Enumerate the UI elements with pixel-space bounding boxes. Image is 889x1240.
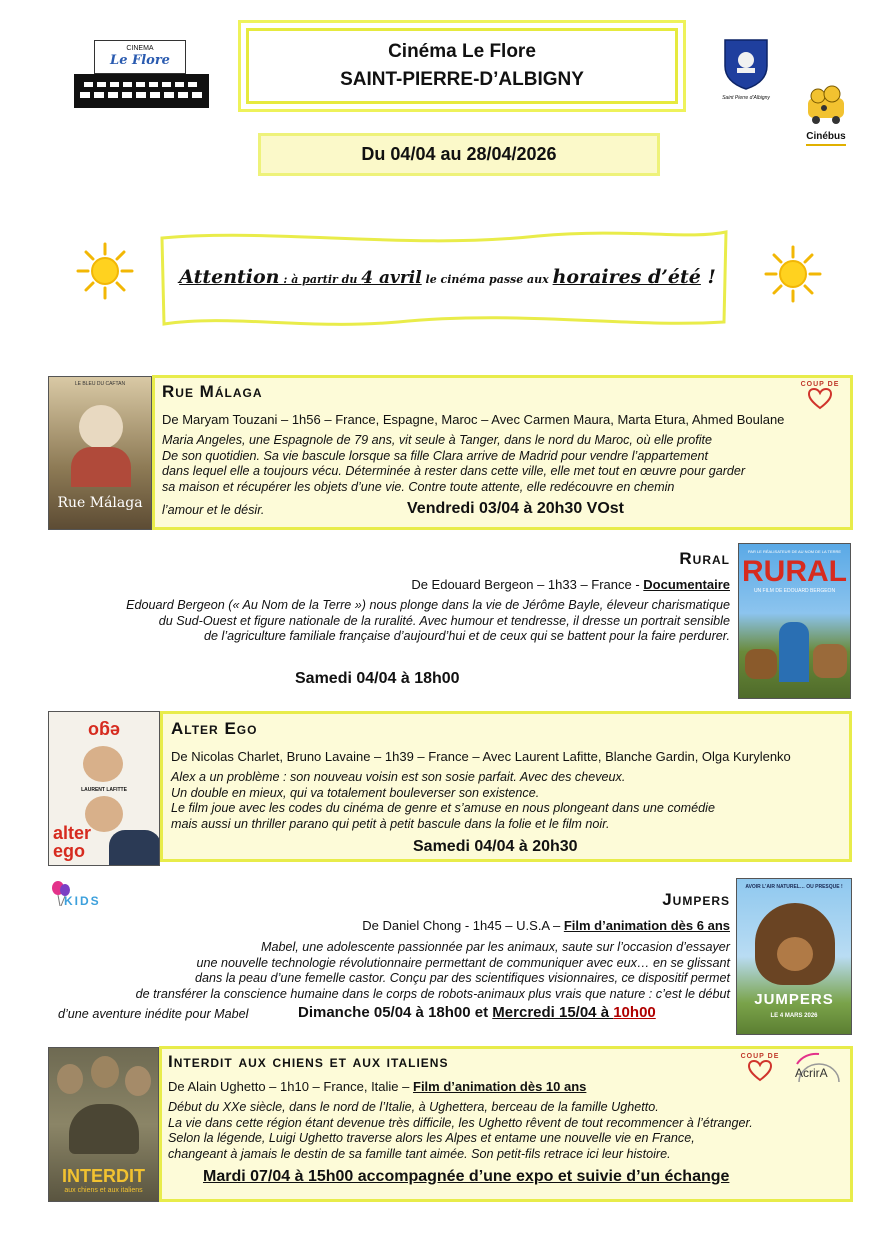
attention-word: Attention — [179, 266, 280, 288]
summer-hours: horaires d’été — [552, 266, 701, 288]
cinema-seats-icon — [74, 74, 209, 108]
poster-title: Rue Málaga — [57, 495, 143, 511]
poster-rue-malaga: LE BLEU DU CAFTAN Rue Málaga — [48, 376, 152, 530]
coup-de-coeur-badge: COUP DE — [796, 381, 844, 415]
sun-icon — [74, 240, 136, 302]
film-reel-icon — [804, 84, 848, 126]
showtime: Samedi 04/04 à 18h00 — [295, 670, 460, 687]
film-synopsis-end: l’amour et le désir. — [162, 503, 265, 517]
film-credits: De Alain Ughetto – 1h10 – France, Italie – Film d’animation dès 10 ans — [168, 1079, 587, 1094]
poster-interdit: INTERDIT aux chiens et aux italiens — [48, 1047, 159, 1202]
film-credits: De Maryam Touzani – 1h56 – France, Espagne, Maroc – Avec Carmen Maura, Marta Etura, Ahmed Boulane — [162, 412, 785, 427]
film-title: Rural — [679, 549, 730, 568]
film-synopsis: Edouard Bergeon (« Au Nom de la Terre ») nous plonge dans la vie de Jérôme Bayle, éleveur charismatique du Sud-Ouest et figure nationale de la ruralité. Avec humour et tendresse, il dresse un portrait sensible de l’agriculture familiale française d’aujourd’hui et de ceux qui se battent pour la faire perdurer. — [126, 598, 730, 644]
page-title — [246, 28, 678, 104]
banner-date: 4 avril — [361, 268, 422, 288]
film-genre: Documentaire — [643, 577, 730, 592]
showtime: Vendredi 03/04 à 20h30 VOst — [407, 500, 625, 517]
film-synopsis: Maria Angeles, une Espagnole de 79 ans, vit seule à Tanger, dans le nord du Maroc, où elle profite De son quotidien. Sa vie bascule lorsque sa fille Clara arrive de Madrid pour vendre l’appartement dans lequel elle a toujours vécu. Déterminée à rester dans cette ville, elle met tout en œuvre pour garder sa maison et récupérer les objets d’une vie. Contre toute attente, elle redécouvre en chemin — [162, 433, 746, 494]
title-line-1: Cinéma Le Flore — [388, 41, 536, 62]
poster-title: INTERDIT — [62, 1166, 145, 1186]
date-range: Du 04/04 au 28/04/2026 — [361, 144, 557, 164]
sun-icon — [762, 243, 824, 305]
poster-title: RURAL — [742, 555, 847, 588]
film-genre: Film d’animation dès 6 ans — [563, 918, 730, 933]
film-credits: De Nicolas Charlet, Bruno Lavaine – 1h39 – France – Avec Laurent Lafitte, Blanche Gardin, Olga Kurylenko — [171, 749, 791, 764]
poster-rural: PAR LE RÉALISATEUR DE AU NOM DE LA TERRE RURAL UN FILM DE EDOUARD BERGEON — [738, 543, 851, 699]
logo-small-text: CINEMA — [126, 45, 154, 52]
summer-hours-notice: Attention : à partir du 4 avril le cinéma passe aux horaires d’été ! — [179, 266, 716, 288]
cinema-logo — [74, 40, 209, 108]
film-synopsis: Mabel, une adolescente passionnée par les animaux, saute sur l’occasion d’essayer une nouvelle technologie révolutionnaire permettant de communiquer avec eux… en se glissant dans la peau d’une femelle castor. Conçu par des scientifiques visionnaires, ce dispositif permet de transférer la conscience humaine dans le corps de robots-animaux plus vrais que nature : c’est le début — [135, 940, 730, 1001]
cinebus-logo — [800, 84, 852, 150]
acrira-label: AcrirA — [795, 1066, 828, 1080]
town-crest — [716, 38, 776, 104]
film-title: Rue Málaga — [162, 382, 263, 401]
heart-icon — [748, 1060, 772, 1082]
poster-alter-ego: ego LAURENT LAFITTE alter ego — [48, 711, 160, 866]
acrira-logo — [789, 1052, 849, 1090]
heart-icon — [808, 388, 832, 410]
cinebus-label: Cinébus — [806, 131, 846, 142]
film-synopsis: Alex a un problème : son nouveau voisin est son sosie parfait. Avec des cheveux. Un double en mieux, qui va totalement bouleverser son existence. Le film joue avec les codes du cinéma de genre et s’amuse en nous plongeant dans une comédie mais aussi un thriller parano qui petit à petit bascule dans la folie et le film noir. — [171, 770, 715, 831]
showtime: Mardi 07/04 à 15h00 accompagnée d’une expo et suivie d’un échange — [203, 1168, 730, 1185]
kids-label: KIDS — [64, 894, 101, 908]
film-genre: Film d’animation dès 10 ans — [413, 1079, 587, 1094]
title-line-2: SAINT-PIERRE-D’ALBIGNY — [340, 69, 584, 90]
logo-name: Le Flore — [110, 53, 170, 68]
poster-title: alter ego — [53, 823, 92, 861]
film-synopsis: Début du XXe siècle, dans le nord de l’Italie, à Ughettera, berceau de la famille Ughetto. La vie dans cette région étant devenue très difficile, les Ughetto rêvent de tout recommencer à l’étranger. Selon la légende, Luigi Ughetto traverse alors les Alpes et entame une nouvelle vie en France, changeant à jamais le destin de sa famille tant aimée. Son petit-fils retrace ici leur histoire. — [168, 1100, 753, 1161]
film-synopsis-end: d’une aventure inédite pour Mabel — [58, 1007, 249, 1021]
film-title: Alter Ego — [171, 719, 258, 738]
poster-jumpers: AVOIR L’AIR NATUREL… OU PRESQUE ! JUMPERS LE 4 MARS 2026 — [736, 878, 852, 1035]
film-credits: De Daniel Chong - 1h45 – U.S.A – Film d’animation dès 6 ans — [362, 918, 730, 933]
showtime: Dimanche 05/04 à 18h00 et Mercredi 15/04 à 10h00 — [298, 1004, 656, 1021]
coup-de-coeur-badge: COUP DE — [736, 1053, 784, 1087]
highlighted-time: 10h00 — [613, 1004, 656, 1021]
poster-title: JUMPERS — [754, 991, 834, 1008]
shield-icon — [723, 38, 769, 90]
showtime: Samedi 04/04 à 20h30 — [413, 838, 578, 855]
kids-badge — [48, 880, 104, 914]
film-credits: De Edouard Bergeon – 1h33 – France - Documentaire — [411, 577, 730, 592]
date-range-banner — [258, 133, 660, 176]
film-title: Jumpers — [662, 890, 730, 909]
town-caption: Saint Pierre d’Albigny — [722, 95, 770, 101]
film-title: Interdit aux chiens et aux italiens — [168, 1052, 449, 1071]
